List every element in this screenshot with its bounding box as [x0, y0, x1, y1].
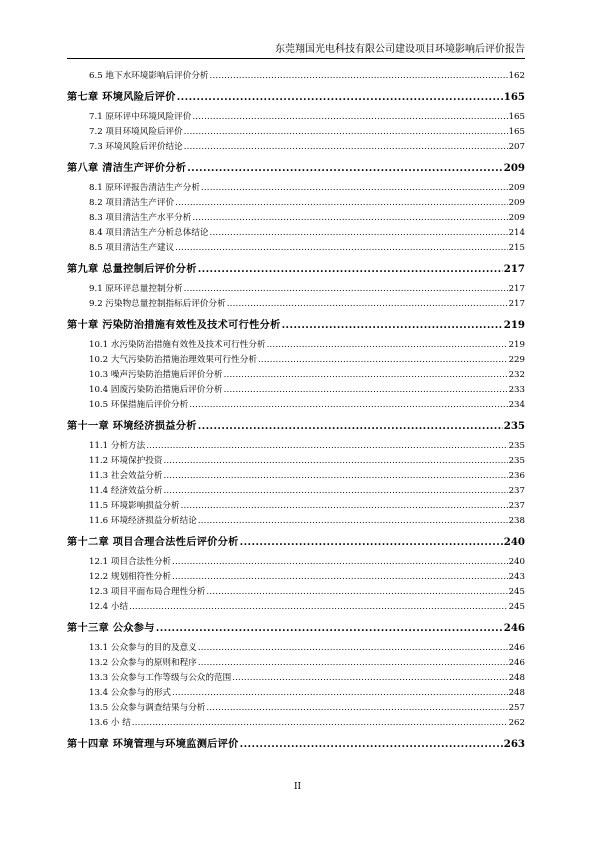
toc-page-number: 246: [503, 622, 525, 634]
toc-section-entry[interactable]: [67, 383, 525, 398]
toc-page-number: 233: [508, 385, 525, 395]
toc-section-entry[interactable]: [67, 641, 525, 656]
toc-section-entry[interactable]: [67, 600, 525, 615]
toc-entry-title: 第十一章 环境经济损益分析: [67, 420, 197, 432]
toc-section-entry[interactable]: [67, 454, 525, 469]
toc-entry-title: 7.3 环境风险后评价结论: [89, 142, 183, 152]
toc-entry-title: 第十四章 环境管理与环境监测后评价: [67, 738, 239, 750]
toc-section-entry[interactable]: [67, 716, 525, 731]
toc-page-number: 240: [508, 557, 525, 567]
toc-dot-leader: [201, 181, 508, 196]
toc-page-number: 243: [508, 572, 525, 582]
toc-dot-leader: [184, 140, 508, 155]
toc-dot-leader: [240, 533, 503, 552]
toc-dot-leader: [163, 484, 507, 499]
toc-page-number: 248: [508, 688, 525, 698]
toc-entry-title: 第十三章 公众参与: [67, 622, 155, 634]
toc-section-entry[interactable]: [67, 282, 525, 297]
toc-section-entry[interactable]: [67, 484, 525, 499]
toc-page-number: 209: [508, 183, 525, 193]
toc-dot-leader: [163, 454, 507, 469]
toc-entry-title: 11.6 环境经济损益分析结论: [89, 516, 197, 526]
toc-dot-leader: [267, 338, 508, 353]
toc-chapter-entry[interactable]: [67, 260, 525, 279]
toc-dot-leader: [163, 469, 507, 484]
toc-dot-leader: [282, 316, 503, 335]
toc-page-number: 215: [508, 243, 525, 253]
toc-page-number: 217: [508, 284, 525, 294]
toc-dot-leader: [184, 282, 508, 297]
toc-entry-title: 8.2 项目清洁生产评价: [89, 198, 175, 208]
toc-entry-title: 第八章 清洁生产评价分析: [67, 162, 187, 174]
toc-page-number: 219: [508, 340, 525, 350]
toc-dot-leader: [129, 600, 508, 615]
toc-page-number: 237: [508, 486, 525, 496]
toc-page-number: 245: [508, 602, 525, 612]
toc-dot-leader: [198, 641, 508, 656]
toc-section-entry[interactable]: [67, 555, 525, 570]
toc-dot-leader: [210, 226, 508, 241]
toc-chapter-entry[interactable]: [67, 417, 525, 436]
toc-entry-title: 13.3 公众参与工作等级与公众的范围: [89, 673, 232, 683]
toc-dot-leader: [189, 398, 507, 413]
toc-section-entry[interactable]: [67, 499, 525, 514]
toc-dot-leader: [258, 353, 508, 368]
toc-entry-title: 13.5 公众参与调查结果与分析: [89, 703, 206, 713]
toc-dot-leader: [198, 417, 503, 436]
toc-page-number: 165: [503, 91, 525, 103]
toc-page-number: 257: [508, 703, 525, 713]
toc-chapter-entry[interactable]: [67, 619, 525, 638]
toc-dot-leader: [240, 735, 503, 754]
toc-entry-title: 第七章 环境风险后评价: [67, 91, 176, 103]
toc-dot-leader: [224, 368, 508, 383]
toc-page-number: 235: [508, 456, 525, 466]
toc-section-entry[interactable]: [67, 181, 525, 196]
toc-page-number: 209: [508, 198, 525, 208]
toc-dot-leader: [156, 619, 503, 638]
toc-dot-leader: [206, 585, 507, 600]
toc-dot-leader: [192, 211, 507, 226]
toc-page-number: 240: [503, 536, 525, 548]
toc-page-number: 245: [508, 587, 525, 597]
toc-page-number: 248: [508, 673, 525, 683]
toc-page-number: 237: [508, 501, 525, 511]
toc-dot-leader: [224, 383, 508, 398]
toc-dot-leader: [172, 570, 508, 585]
toc-section-entry[interactable]: [67, 656, 525, 671]
toc-section-entry[interactable]: [67, 671, 525, 686]
toc-entry-title: 13.2 公众参与的原则和程序: [89, 658, 197, 668]
toc-entry-title: 10.5 环保措施后评价分析: [89, 400, 189, 410]
toc-page-number: 229: [508, 355, 525, 365]
toc-chapter-entry[interactable]: [67, 88, 525, 107]
toc-page-number: 217: [508, 299, 525, 309]
toc-section-entry[interactable]: [67, 701, 525, 716]
toc-dot-leader: [227, 297, 508, 312]
toc-entry-title: 8.4 项目清洁生产分析总体结论: [89, 228, 209, 238]
toc-entry-title: 10.2 大气污染防治措施治理效果可行性分析: [89, 355, 257, 365]
toc-dot-leader: [232, 671, 507, 686]
toc-section-entry[interactable]: [67, 110, 525, 125]
toc-entry-title: 9.1 原环评总量控制分析: [89, 284, 183, 294]
toc-section-entry[interactable]: [67, 125, 525, 140]
toc-section-entry[interactable]: [67, 469, 525, 484]
toc-section-entry[interactable]: [67, 439, 525, 454]
toc-page-number: 209: [508, 213, 525, 223]
toc-entry-title: 11.4 经济效益分析: [89, 486, 163, 496]
toc-section-entry[interactable]: [67, 297, 525, 312]
toc-entry-title: 12.1 项目合法性分析: [89, 557, 172, 567]
toc-dot-leader: [198, 260, 503, 279]
toc-page-number: 165: [508, 112, 525, 122]
toc-entry-title: 11.2 环境保护投资: [89, 456, 163, 466]
toc-entry-title: 7.2 项目环境风险后评价: [89, 127, 183, 137]
toc-dot-leader: [146, 439, 507, 454]
toc-dot-leader: [177, 88, 503, 107]
toc-entry-title: 13.1 公众参与的目的及意义: [89, 643, 197, 653]
toc-section-entry[interactable]: [67, 353, 525, 368]
toc-entry-title: 第九章 总量控制后评价分析: [67, 263, 197, 275]
toc-entry-title: 10.4 固废污染防治措施后评价分析: [89, 385, 223, 395]
toc-page-number: 219: [503, 319, 525, 331]
toc-entry-title: 第十二章 项目合理合法性后评价分析: [67, 536, 239, 548]
toc-entry-title: 11.5 环境影响损益分析: [89, 501, 180, 511]
toc-page-number: 246: [508, 658, 525, 668]
toc-entry-title: 10.1 水污染防治措施有效性及技术可行性分析: [89, 340, 266, 350]
toc-dot-leader: [210, 69, 508, 84]
toc-page-number: 217: [503, 263, 525, 275]
toc-section-entry[interactable]: [67, 140, 525, 155]
toc-entry-title: 8.1 原环评报告清洁生产分析: [89, 183, 200, 193]
toc-section-entry[interactable]: [67, 226, 525, 241]
toc-section-entry[interactable]: [67, 69, 525, 84]
toc-entry-title: 8.3 项目清洁生产水平分析: [89, 213, 192, 223]
toc-dot-leader: [198, 514, 508, 529]
toc-dot-leader: [175, 196, 507, 211]
toc-section-entry[interactable]: [67, 338, 525, 353]
toc-entry-title: 9.2 污染物总量控制指标后评价分析: [89, 299, 226, 309]
toc-section-entry[interactable]: [67, 514, 525, 529]
toc-chapter-entry[interactable]: [67, 159, 525, 178]
table-of-contents: [67, 69, 525, 757]
toc-page-number: 246: [508, 643, 525, 653]
toc-entry-title: 10.3 噪声污染防治措施后评价分析: [89, 370, 223, 380]
toc-entry-title: 13.6 小 结: [89, 718, 131, 728]
toc-dot-leader: [181, 499, 508, 514]
toc-dot-leader: [206, 701, 507, 716]
toc-dot-leader: [192, 110, 507, 125]
toc-entry-title: 13.4 公众参与的形式: [89, 688, 172, 698]
toc-section-entry[interactable]: [67, 196, 525, 211]
toc-entry-title: 7.1 原环评中环境风险评价: [89, 112, 192, 122]
toc-page-number: 235: [503, 420, 525, 432]
toc-section-entry[interactable]: [67, 241, 525, 256]
header-rule: [67, 58, 525, 59]
toc-page-number: 235: [508, 441, 525, 451]
toc-chapter-entry[interactable]: [67, 533, 525, 552]
toc-page-number: 234: [508, 400, 525, 410]
toc-dot-leader: [175, 241, 507, 256]
toc-dot-leader: [172, 555, 508, 570]
toc-page-number: 162: [508, 71, 525, 81]
toc-section-entry[interactable]: [67, 398, 525, 413]
toc-section-entry[interactable]: [67, 211, 525, 226]
toc-entry-title: 11.3 社会效益分析: [89, 471, 163, 481]
toc-page-number: 232: [508, 370, 525, 380]
toc-dot-leader: [198, 656, 508, 671]
toc-section-entry[interactable]: [67, 585, 525, 600]
toc-entry-title: 12.4 小结: [89, 602, 129, 612]
toc-entry-title: 12.3 项目平面布局合理性分析: [89, 587, 206, 597]
toc-entry-title: 11.1 分析方法: [89, 441, 146, 451]
toc-page-number: 262: [508, 718, 525, 728]
toc-entry-title: 6.5 地下水环境影响后评价分析: [89, 71, 209, 81]
toc-page-number: 214: [508, 228, 525, 238]
running-header: 东莞翔国光电科技有限公司建设项目环境影响后评价报告: [275, 44, 525, 55]
toc-chapter-entry[interactable]: [67, 316, 525, 335]
toc-entry-title: 第十章 污染防治措施有效性及技术可行性分析: [67, 319, 281, 331]
toc-page-number: 236: [508, 471, 525, 481]
toc-section-entry[interactable]: [67, 368, 525, 383]
toc-dot-leader: [132, 716, 508, 731]
toc-page-number: 207: [508, 142, 525, 152]
toc-dot-leader: [187, 159, 503, 178]
toc-section-entry[interactable]: [67, 570, 525, 585]
toc-chapter-entry[interactable]: [67, 735, 525, 754]
toc-page-number: 238: [508, 516, 525, 526]
toc-entry-title: 8.5 项目清洁生产建议: [89, 243, 175, 253]
toc-section-entry[interactable]: [67, 686, 525, 701]
toc-page-number: 209: [503, 162, 525, 174]
toc-entry-title: 12.2 规划相符性分析: [89, 572, 172, 582]
page-number: II: [293, 782, 302, 792]
toc-page-number: 263: [503, 738, 525, 750]
toc-dot-leader: [184, 125, 508, 140]
toc-page-number: 165: [508, 127, 525, 137]
toc-dot-leader: [172, 686, 508, 701]
